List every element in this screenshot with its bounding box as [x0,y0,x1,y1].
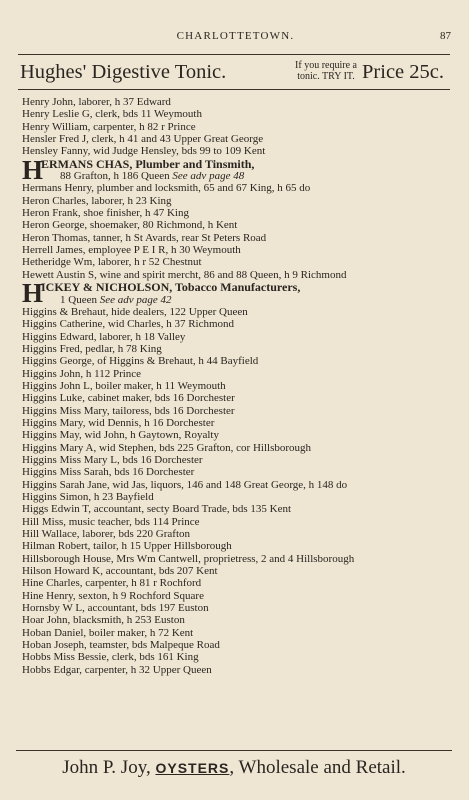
page-number: 87 [440,30,451,42]
drop-initial: H [22,278,44,309]
directory-entry: Henry William, carpenter, h 82 r Prince [22,120,196,133]
directory-entry: Hermans Henry, plumber and locksmith, 65 and 67 King, h 65 do [22,182,311,195]
featured-entry-hermans [22,154,452,185]
directory-entry: Higgs Edwin T, accountant, secty Board Trade, bds 135 Kent [22,503,292,516]
directory-entry: Hewett Austin S, wine and spirit mercht, 86 and 88 Queen, h 9 Richmond [22,268,347,281]
directory-entry: Henry Leslie G, clerk, bds 11 Weymouth [22,108,202,121]
entry-group [22,306,452,676]
directory-entry: Higgins & Brehaut, hide dealers, 122 Upper Queen [22,305,248,318]
directory-entry: Higgins May, wid John, h Gaytown, Royalty [22,429,219,442]
directory-entry: Hensley Fanny, wid Judge Hensley, bds 99 to 109 Kent [22,145,266,158]
directory-entry: Hilman Robert, tailor, h 15 Upper Hillsborough [22,540,232,553]
directory-entry: Heron Frank, shoe finisher, h 47 King [22,207,189,220]
directory-listing [22,96,452,676]
directory-entry: Hornsby W L, accountant, bds 197 Euston [22,602,209,615]
directory-entry: Herrell James, employee P E I R, h 30 Weymouth [22,244,241,257]
featured-entry-hickey [22,278,452,309]
bottom-advertisement [16,750,452,789]
directory-entry: Higgins John L, boiler maker, h 11 Weymouth [22,379,226,392]
bottom-ad-product: OYSTERS [155,760,230,776]
directory-entry: Higgins Mary, wid Dennis, h 16 Dorchester [22,416,215,429]
directory-entry: Hoban Daniel, boiler maker, h 72 Kent [22,626,194,639]
directory-entry: Hill Miss, music teacher, bds 114 Prince [22,515,200,528]
directory-entry: Heron Thomas, tanner, h St Avards, rear St Peters Road [22,231,267,244]
directory-entry: Higgins Edward, laborer, h 18 Valley [22,330,186,343]
directory-entry: Hoban Joseph, teamster, bds Malpeque Road [22,639,220,652]
directory-entry: Higgins Simon, h 23 Bayfield [22,491,154,503]
entry-group [22,182,452,281]
featured-ad-reference: See adv page 42 [99,293,172,306]
directory-entry: Higgins Miss Mary L, bds 16 Dorchester [22,453,203,466]
directory-entry: Hobbs Edgar, carpenter, h 32 Upper Queen [22,663,212,676]
directory-entry: Higgins Luke, cabinet maker, bds 16 Dorchester [22,392,235,405]
directory-entry: Hine Henry, sexton, h 9 Rochford Square [22,589,204,602]
ad-brand: Hughes' Digestive Tonic. [20,61,227,83]
directory-entry: Hillsborough House, Mrs Wm Cantwell, proprietress, 2 and 4 Hillsborough [22,552,355,565]
bottom-ad-name: John P. Joy, [62,757,156,778]
ad-note-line-2: tonic. TRY IT. [297,71,355,82]
directory-entry: Higgins Miss Sarah, bds 16 Dorchester [22,466,195,479]
directory-entry: Hoar John, blacksmith, h 253 Euston [22,614,185,627]
directory-entry: Hine Charles, carpenter, h 81 r Rochford [22,577,202,590]
featured-ad-reference: See adv page 48 [172,170,245,183]
directory-entry: Hetheridge Wm, laborer, h r 52 Chestnut [22,256,202,269]
ad-note [281,60,371,82]
directory-entry: Higgins Mary A, wid Stephen, bds 225 Grafton, cor Hillsborough [22,441,312,454]
directory-entry: Heron George, shoemaker, 80 Richmond, h Kent [22,219,238,232]
entry-group [22,96,452,158]
bottom-ad-text [16,757,452,779]
directory-entry: Higgins John, h 112 Prince [22,367,142,380]
featured-address [60,170,244,182]
directory-entry: Hilson Howard K, accountant, bds 207 Kent [22,565,218,578]
ad-price: Price 25c. [362,61,444,83]
directory-entry: Hensler Fred J, clerk, h 41 and 43 Upper Great George [22,133,264,146]
bottom-ad-tagline: , Wholesale and Retail. [229,757,406,778]
directory-entry: Hobbs Miss Bessie, clerk, bds 161 King [22,651,199,664]
featured-title: ERMANS CHAS, Plumber and Tinsmith, [41,156,255,171]
directory-entry: Higgins Miss Mary, tailoress, bds 16 Dorchester [22,404,235,417]
featured-address-text: 1 Queen [60,293,100,306]
directory-entry: Higgins Catherine, wid Charles, h 37 Richmond [22,318,235,331]
featured-address [60,294,172,306]
directory-entry: Henry John, laborer, h 37 Edward [22,96,171,108]
directory-entry: Hill Wallace, laborer, bds 220 Grafton [22,528,191,541]
running-head [20,30,451,46]
directory-entry: Higgins Sarah Jane, wid Jas, liquors, 146 and 148 Great George, h 148 do [22,478,348,491]
running-title: CHARLOTTETOWN. [176,30,295,42]
featured-title: ICKEY & NICHOLSON, Tobacco Manufacturers, [41,280,301,295]
directory-entry: Higgins Fred, pedlar, h 78 King [22,342,162,355]
directory-entry: Heron Charles, laborer, h 23 King [22,194,172,207]
drop-initial: H [22,154,44,185]
featured-address-text: 88 Grafton, h 186 Queen [60,170,173,183]
top-advertisement [18,54,450,90]
directory-entry: Higgins George, of Higgins & Brehaut, h 44 Bayfield [22,355,259,368]
ad-note-line-1: If you require a [295,60,357,71]
